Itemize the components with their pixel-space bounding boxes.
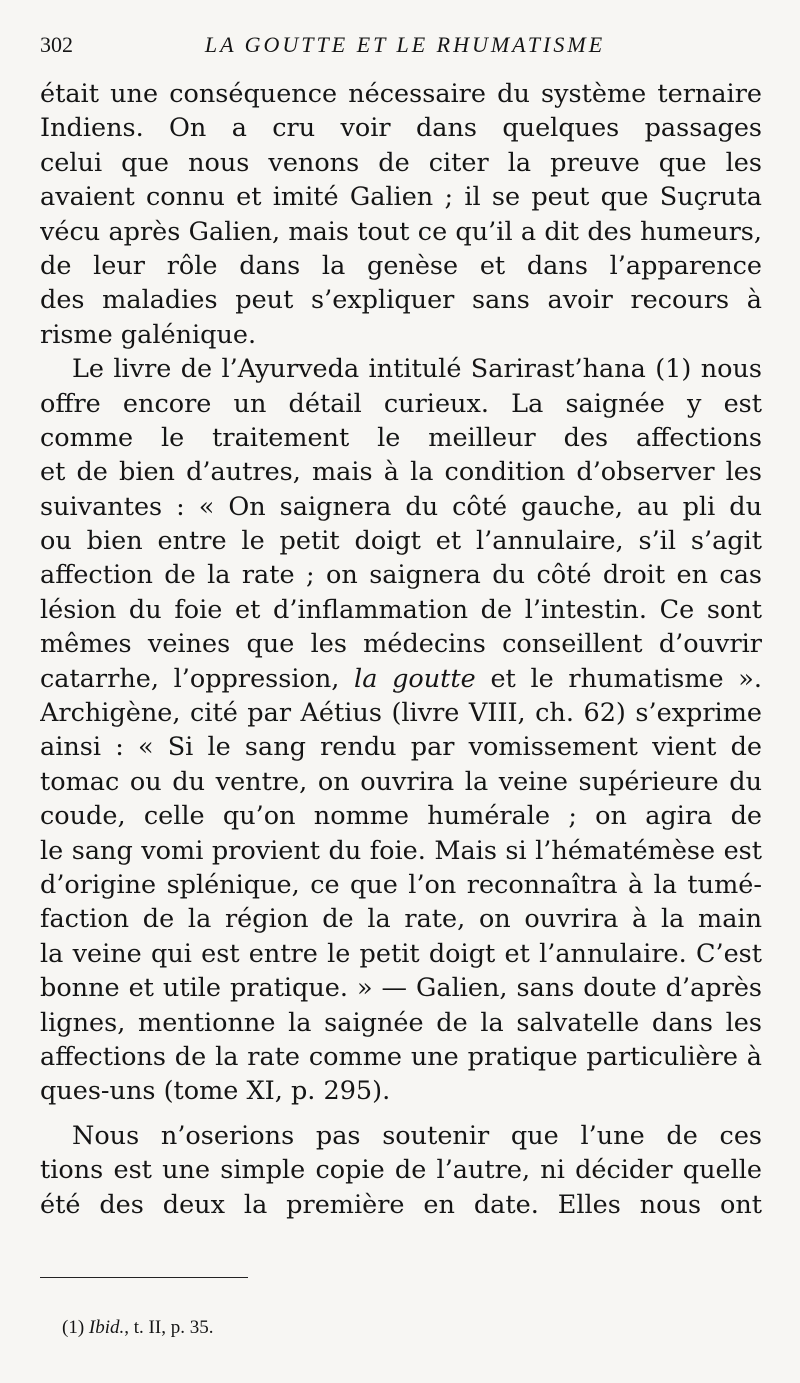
page-header: [40, 32, 770, 66]
text-line: coude, celle qu’on nomme humérale ; on agira de: [40, 801, 762, 832]
text-line: mêmes veines que les médecins conseillent d’ouvrir: [40, 629, 762, 660]
text-line: le sang vomi provient du foie. Mais si l’hématémèse est: [40, 835, 762, 866]
text-line: offre encore un détail curieux. La saignée y est: [40, 388, 762, 419]
text-line: suivantes : « On saignera du côté gauche, au pli du: [40, 491, 762, 522]
text-line: des maladies peut s’expliquer sans avoir recours à: [40, 285, 762, 316]
text-line: tions est une simple copie de l’autre, ni décider quelle: [40, 1155, 762, 1186]
text-line: Le livre de l’Ayurveda intitulé Sarirast’hana (1) nous: [72, 354, 762, 385]
text-line: Archigène, cité par Aétius (livre VIII, ch. 62) s’exprime: [40, 698, 762, 729]
paragraph-2: [40, 352, 762, 1109]
text-segment: catarrhe, l’oppression,: [40, 663, 355, 694]
text-line: Indiens. On a cru voir dans quelques passages: [40, 113, 762, 144]
text-line: lignes, mentionne la saignée de la salvatelle dans les: [40, 1007, 762, 1038]
footnote-divider: [40, 1277, 248, 1278]
running-title: LA GOUTTE ET LE RHUMATISME: [204, 32, 606, 57]
text-line: ques-uns (tome XI, p. 295).: [40, 1076, 391, 1107]
text-line: lésion du foie et d’inflammation de l’intestin. Ce sont: [40, 594, 762, 625]
text-line: bonne et utile pratique. » — Galien, sans doute d’après: [40, 973, 762, 1004]
text-line: vécu après Galien, mais tout ce qu’il a dit des humeurs,: [40, 216, 762, 247]
text-line: été des deux la première en date. Elles nous ont: [40, 1189, 762, 1220]
text-line: affections de la rate comme une pratique particulière à: [40, 1041, 762, 1072]
text-line: faction de la région de la rate, on ouvrira à la main: [40, 904, 762, 935]
footnote-source: Ibid.: [88, 1317, 125, 1338]
text-line: et de bien d’autres, mais à la condition d’observer les: [40, 457, 762, 488]
footnote-text: , t. II, p. 35.: [124, 1317, 214, 1338]
text-line: celui que nous venons de citer la preuve que les: [40, 147, 762, 178]
text-line: avaient connu et imité Galien ; il se peut que Suçruta: [40, 182, 762, 213]
text-line: tomac ou du ventre, on ouvrira la veine supérieure du: [40, 766, 762, 797]
text-line: risme galénique.: [40, 319, 257, 350]
text-line: Nous n’oserions pas soutenir que l’une de ces: [72, 1120, 762, 1151]
text-line: était une conséquence nécessaire du système ternaire: [40, 79, 762, 109]
text-line: affection de la rate ; on saignera du côté droit en cas: [40, 560, 762, 591]
paragraph-3: [40, 1119, 762, 1222]
text-line: ou bien entre le petit doigt et l’annulaire, s’il s’agit: [40, 526, 762, 557]
footnote: [62, 1317, 213, 1339]
body-text: [40, 77, 762, 1222]
text-line: d’origine splénique, ce que l’on reconnaîtra à la tumé-: [40, 870, 762, 900]
text-line: comme le traitement le meilleur des affections: [40, 422, 762, 453]
italic-term: la goutte: [354, 663, 476, 694]
text-line: la veine qui est entre le petit doigt et l’annulaire. C’est: [40, 938, 762, 969]
text-line-with-italic: [40, 662, 762, 696]
text-line: de leur rôle dans la genèse et dans l’apparence: [40, 250, 762, 281]
text-line: ainsi : « Si le sang rendu par vomissement vient de: [40, 732, 762, 763]
paragraph-1: [40, 77, 762, 352]
footnote-ref: (1): [62, 1317, 89, 1338]
page-number: 302: [40, 32, 73, 57]
text-segment: et le rhumatisme ».: [490, 663, 762, 694]
